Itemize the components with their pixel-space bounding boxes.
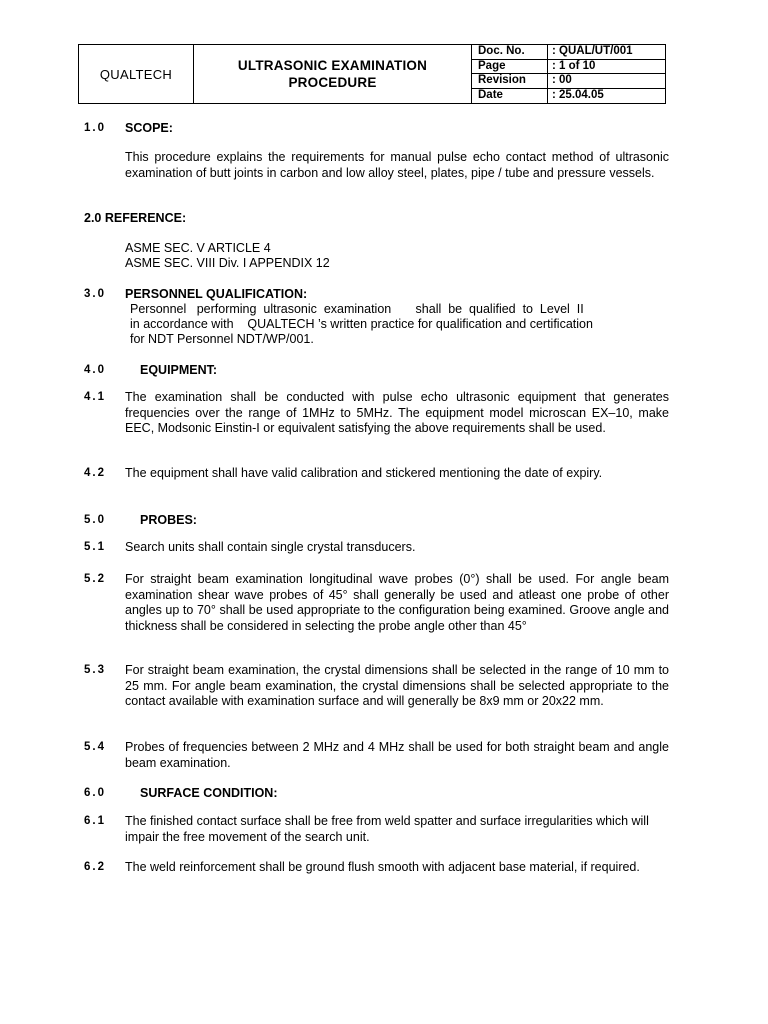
surface-paragraph-6-1: The finished contact surface shall be free from weld spatter and surface irregularities which will impair the free movement of the search unit. — [125, 814, 649, 844]
scope-paragraph: This procedure explains the requirements for manual pulse echo contact method of ultrasonic examination of butt joints in carbon and low alloy steel, plates, pipe / tube and pressure vessels. — [125, 150, 669, 180]
equipment-paragraph-4-1: The examination shall be conducted with pulse echo ultrasonic equipment that generates frequencies over the range of 1MHz to 5MHz. The equipment model microscan EX–10, make EEC, Modsonic Einstin-I or equivalent satisfying the above requirements shall be used. — [125, 390, 669, 435]
section-number: 4.0 — [84, 364, 106, 376]
section-number: 5.0 — [84, 514, 106, 526]
meta-value: : 25.04.05 — [552, 88, 604, 101]
section-heading-probes: PROBES: — [140, 513, 197, 527]
meta-row-revision — [472, 74, 665, 89]
section-heading-equipment: EQUIPMENT: — [140, 363, 218, 377]
meta-row-doc-no — [472, 45, 665, 60]
title-line-1: ULTRASONIC EXAMINATION — [237, 58, 428, 73]
subsection-number: 5.2 — [84, 573, 106, 585]
subsection-number: 5.3 — [84, 664, 106, 676]
personnel-line: for NDT Personnel NDT/WP/001. — [130, 332, 314, 346]
meta-row-date — [472, 89, 665, 104]
subsection-number: 5.1 — [84, 541, 106, 553]
personnel-line: in accordance with QUALTECH ’s written practice for qualification and certification — [130, 317, 593, 331]
personnel-line: Personnel performing ultrasonic examination shall be qualified to Level II — [130, 302, 584, 316]
document-header — [78, 44, 666, 104]
document-title — [194, 45, 472, 103]
subsection-number: 4.1 — [84, 391, 106, 403]
meta-label: Page — [472, 60, 548, 74]
meta-value: : 00 — [552, 74, 572, 86]
document-meta-table — [472, 45, 665, 103]
probes-paragraph-5-2: For straight beam examination longitudinal wave probes (0°) shall be used. For angle beam examination shear wave probes of 45° shall generally be used and atleast one probe of other angles up to 70° shall be used appropriate to the configuration being examined. Groove angle and thickness shall be considered in selecting the probe angle other than 45° — [125, 572, 669, 633]
company-name: QUALTECH — [79, 45, 194, 103]
section-number: 1.0 — [84, 122, 106, 134]
title-line-2: PROCEDURE — [288, 75, 377, 90]
probes-paragraph-5-3: For straight beam examination, the crystal dimensions shall be selected in the range of 10 mm to 25 mm. For angle beam examination, the crystal dimensions shall be selected appropriate to the contact available with examination surface and will generally be 8x9 mm or 20x22 mm. — [125, 663, 669, 708]
meta-label: Date — [472, 89, 548, 104]
meta-row-page — [472, 60, 665, 75]
section-heading-scope: SCOPE: — [125, 121, 173, 135]
subsection-number: 5.4 — [84, 741, 106, 753]
reference-item: ASME SEC. VIII Div. I APPENDIX 12 — [125, 256, 330, 270]
meta-value: : 1 of 10 — [552, 59, 596, 72]
section-heading-personnel: PERSONNEL QUALIFICATION: — [125, 287, 308, 301]
section-heading-surface: SURFACE CONDITION: — [140, 786, 278, 800]
section-number: 6.0 — [84, 787, 106, 799]
meta-label: Revision — [472, 74, 548, 88]
equipment-paragraph-4-2: The equipment shall have valid calibration and stickered mentioning the date of expiry. — [125, 466, 603, 480]
section-number: 3.0 — [84, 288, 106, 300]
subsection-number: 6.1 — [84, 815, 106, 827]
meta-value: : QUAL/UT/001 — [552, 45, 633, 57]
subsection-number: 4.2 — [84, 467, 106, 479]
probes-paragraph-5-4: Probes of frequencies between 2 MHz and 4 MHz shall be used for both straight beam and angle beam examination. — [125, 740, 669, 770]
surface-paragraph-6-2: The weld reinforcement shall be ground flush smooth with adjacent base material, if required. — [125, 860, 640, 874]
reference-item: ASME SEC. V ARTICLE 4 — [125, 241, 271, 255]
subsection-number: 6.2 — [84, 861, 106, 873]
section-heading-reference: 2.0 REFERENCE: — [84, 211, 187, 225]
probes-paragraph-5-1: Search units shall contain single crystal transducers. — [125, 540, 416, 554]
meta-label: Doc. No. — [472, 45, 548, 59]
